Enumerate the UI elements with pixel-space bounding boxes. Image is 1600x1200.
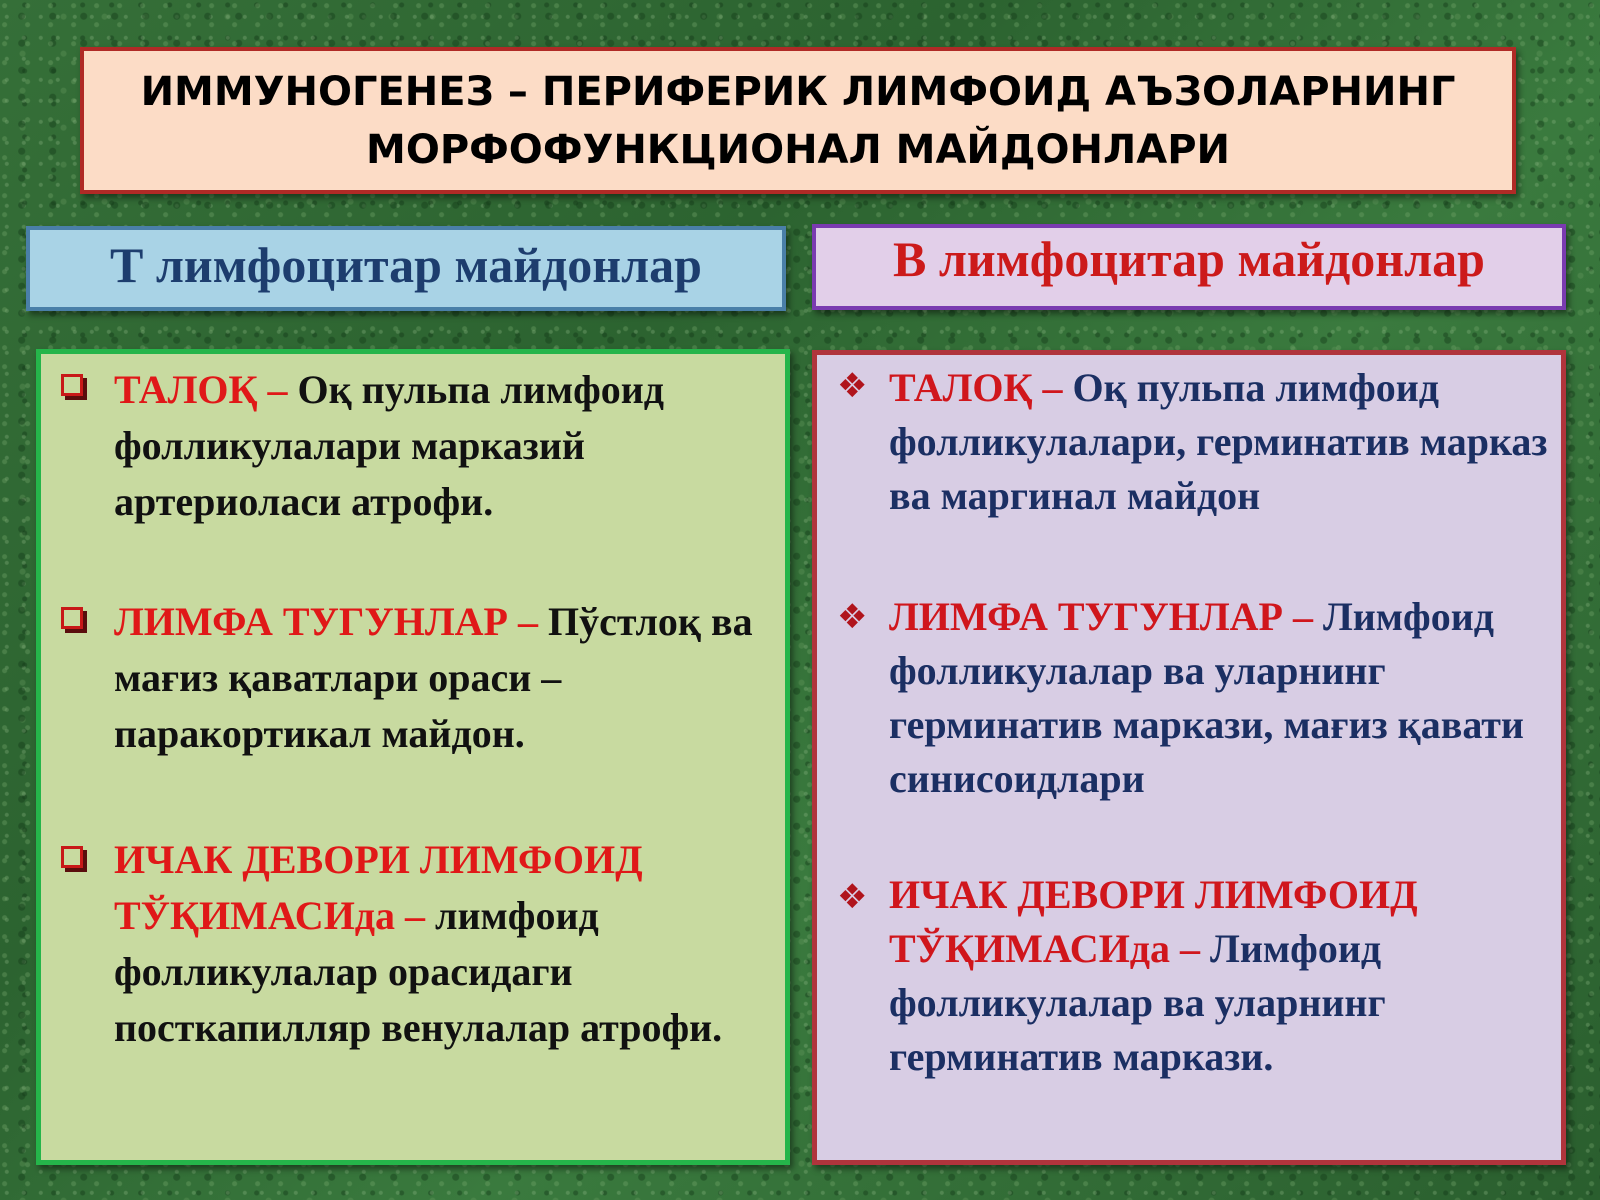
list-item bbox=[114, 594, 784, 762]
four-diamond-star-icon: ❖ bbox=[837, 366, 868, 406]
checkbox-square-icon bbox=[61, 607, 83, 629]
list-item bbox=[114, 832, 784, 1056]
list-item-keyword: ЛИМФА ТУГУНЛАР – bbox=[889, 594, 1323, 639]
four-diamond-star-icon: ❖ bbox=[837, 877, 868, 917]
list-item bbox=[114, 362, 784, 530]
t-lymphocyte-header-label: Т лимфоцитар майдонлар bbox=[110, 237, 702, 293]
list-item-keyword: ТАЛОҚ – bbox=[114, 367, 298, 412]
list-item-keyword: ИЧАК ДЕВОРИ ЛИМФОИД ТЎҚИМАСИда – bbox=[889, 872, 1418, 971]
list-item-text: Пўстлоқ ва мағиз қаватлари ораси – паракортикал майдон. bbox=[114, 599, 753, 756]
list-item-keyword: ЛИМФА ТУГУНЛАР – bbox=[114, 599, 548, 644]
list-item-keyword: ТАЛОҚ – bbox=[889, 365, 1073, 410]
list-item-text: Оқ пульпа лимфоид фолликулалари, герминатив марказ ва маргинал майдон bbox=[889, 365, 1548, 518]
b-lymphocyte-panel bbox=[812, 350, 1566, 1165]
list-item bbox=[889, 361, 1559, 523]
slide-title bbox=[118, 63, 1478, 179]
checkbox-square-icon bbox=[61, 374, 83, 396]
t-lymphocyte-panel bbox=[36, 349, 790, 1165]
b-lymphocyte-header bbox=[812, 224, 1566, 310]
list-item-text: Оқ пульпа лимфоид фолликулалари марказий артериоласи атрофи. bbox=[114, 367, 665, 524]
slide-title-line2: МОРФОФУНКЦИОНАЛ МАЙДОНЛАРИ bbox=[366, 126, 1230, 173]
slide-title-box bbox=[80, 47, 1516, 194]
list-item-text: Лимфоид фолликулалар ва уларнинг герминатив маркази. bbox=[889, 926, 1386, 1079]
t-lymphocyte-header bbox=[26, 226, 786, 311]
slide-title-line1: ИММУНОГЕНЕЗ – ПЕРИФЕРИК ЛИМФОИД АЪЗОЛАРНИНГ bbox=[140, 68, 1456, 115]
list-item-keyword: ИЧАК ДЕВОРИ ЛИМФОИД ТЎҚИМАСИда – bbox=[114, 837, 643, 938]
checkbox-square-icon bbox=[61, 846, 83, 868]
list-item-text: Лимфоид фолликулалар ва уларнинг герминатив маркази, мағиз қавати синисоидлари bbox=[889, 594, 1524, 801]
four-diamond-star-icon: ❖ bbox=[837, 597, 868, 637]
list-item bbox=[889, 868, 1559, 1084]
list-item-text: лимфоид фолликулалар орасидаги посткапилляр венулалар атрофи. bbox=[114, 893, 723, 1050]
b-lymphocyte-header-label: В лимфоцитар майдонлар bbox=[893, 231, 1485, 287]
list-item bbox=[889, 590, 1559, 806]
